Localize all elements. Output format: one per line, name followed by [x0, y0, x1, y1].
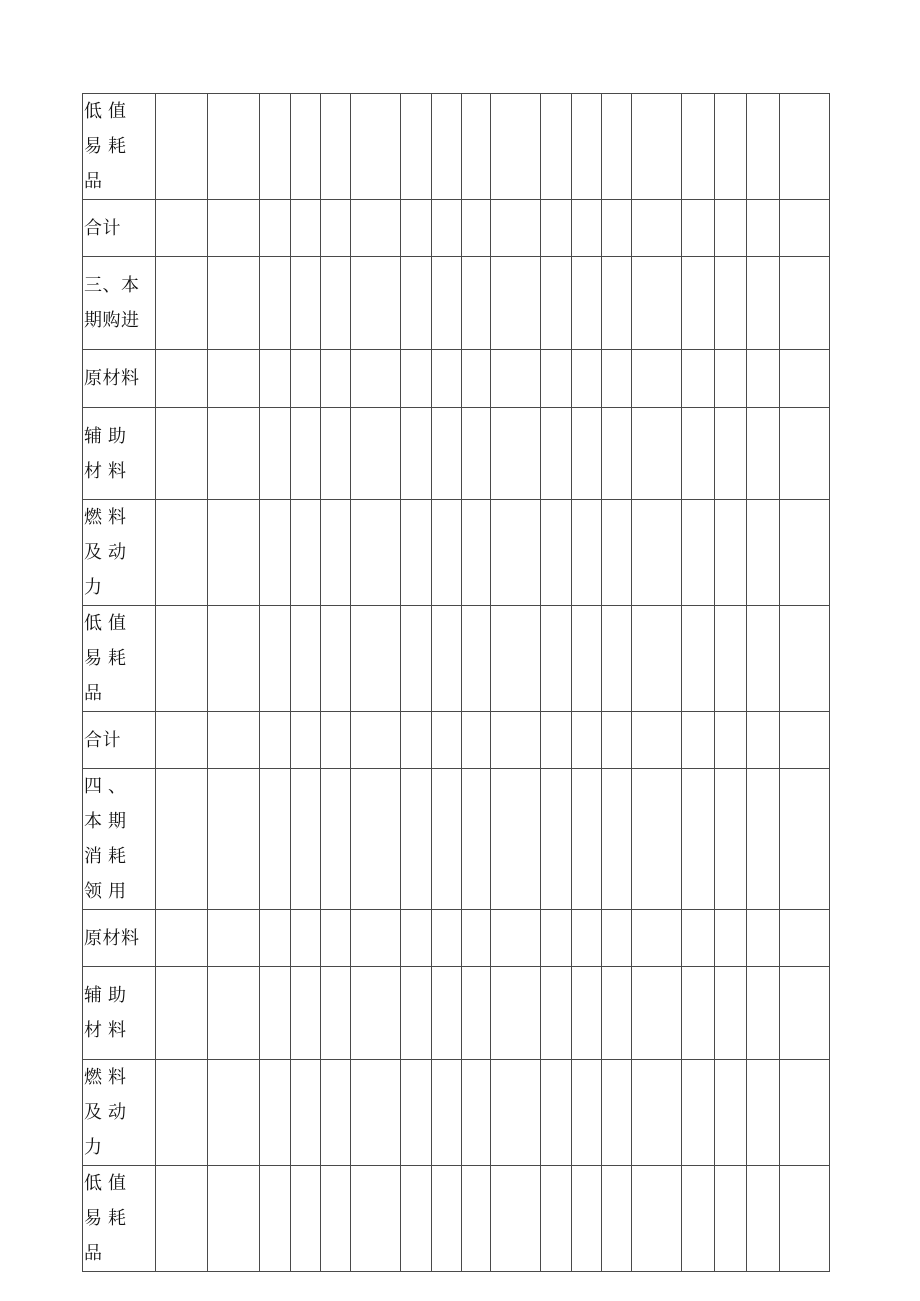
- data-cell[interactable]: [462, 606, 491, 712]
- data-cell[interactable]: [541, 1060, 572, 1166]
- data-cell[interactable]: [291, 1060, 321, 1166]
- data-cell[interactable]: [541, 94, 572, 200]
- data-cell[interactable]: [715, 257, 747, 350]
- data-cell[interactable]: [780, 967, 830, 1060]
- data-cell[interactable]: [632, 257, 682, 350]
- row-label: 低值易耗品: [84, 613, 132, 704]
- data-cell[interactable]: [541, 910, 572, 967]
- data-cell[interactable]: [401, 257, 432, 350]
- data-cell[interactable]: [260, 967, 291, 1060]
- table-row: [83, 200, 830, 257]
- data-cell[interactable]: [602, 606, 632, 712]
- data-cell[interactable]: [291, 94, 321, 200]
- data-cell[interactable]: [462, 408, 491, 500]
- data-cell[interactable]: [260, 1166, 291, 1272]
- data-cell[interactable]: [432, 500, 462, 606]
- data-cell[interactable]: [208, 769, 260, 910]
- row-label-cell: [83, 769, 156, 910]
- data-cell[interactable]: [541, 350, 572, 408]
- data-cell[interactable]: [747, 257, 780, 350]
- data-cell[interactable]: [321, 606, 351, 712]
- data-cell[interactable]: [682, 257, 715, 350]
- data-cell[interactable]: [572, 257, 602, 350]
- data-cell[interactable]: [401, 1060, 432, 1166]
- row-label: 低值易耗品: [84, 101, 132, 192]
- data-cell[interactable]: [747, 408, 780, 500]
- data-cell[interactable]: [321, 500, 351, 606]
- data-cell[interactable]: [321, 1166, 351, 1272]
- data-cell[interactable]: [401, 500, 432, 606]
- data-cell[interactable]: [747, 1166, 780, 1272]
- data-cell[interactable]: [321, 257, 351, 350]
- row-label: 低值易耗品: [84, 1173, 132, 1264]
- data-cell[interactable]: [208, 910, 260, 967]
- data-cell[interactable]: [682, 769, 715, 910]
- row-label: 辅助材料: [84, 985, 132, 1041]
- data-cell[interactable]: [208, 1166, 260, 1272]
- data-cell[interactable]: [780, 769, 830, 910]
- row-label: 原材料: [84, 368, 140, 389]
- data-cell[interactable]: [715, 350, 747, 408]
- data-cell[interactable]: [156, 769, 208, 910]
- data-cell[interactable]: [432, 712, 462, 769]
- data-cell[interactable]: [632, 606, 682, 712]
- data-cell[interactable]: [541, 712, 572, 769]
- data-cell[interactable]: [491, 606, 541, 712]
- data-cell[interactable]: [541, 967, 572, 1060]
- data-cell[interactable]: [208, 257, 260, 350]
- row-label-cell: [83, 1166, 156, 1272]
- data-cell[interactable]: [491, 1060, 541, 1166]
- data-cell[interactable]: [291, 910, 321, 967]
- data-cell[interactable]: [715, 500, 747, 606]
- data-cell[interactable]: [260, 769, 291, 910]
- data-cell[interactable]: [291, 712, 321, 769]
- data-cell[interactable]: [602, 712, 632, 769]
- data-cell[interactable]: [351, 350, 401, 408]
- table-row: [83, 606, 830, 712]
- row-label-cell: [83, 200, 156, 257]
- data-cell[interactable]: [351, 257, 401, 350]
- data-cell[interactable]: [291, 500, 321, 606]
- data-cell[interactable]: [491, 910, 541, 967]
- data-cell[interactable]: [747, 769, 780, 910]
- data-cell[interactable]: [541, 1166, 572, 1272]
- data-cell[interactable]: [491, 967, 541, 1060]
- data-cell[interactable]: [491, 350, 541, 408]
- data-cell[interactable]: [291, 257, 321, 350]
- data-cell[interactable]: [572, 1060, 602, 1166]
- data-cell[interactable]: [401, 408, 432, 500]
- data-cell[interactable]: [780, 1060, 830, 1166]
- data-cell[interactable]: [156, 712, 208, 769]
- data-cell[interactable]: [291, 200, 321, 257]
- data-cell[interactable]: [208, 408, 260, 500]
- data-cell[interactable]: [462, 94, 491, 200]
- table-row: [83, 257, 830, 350]
- row-label-cell: [83, 350, 156, 408]
- data-cell[interactable]: [351, 94, 401, 200]
- data-cell[interactable]: [572, 967, 602, 1060]
- data-cell[interactable]: [572, 769, 602, 910]
- data-cell[interactable]: [351, 408, 401, 500]
- data-cell[interactable]: [462, 200, 491, 257]
- data-cell[interactable]: [780, 910, 830, 967]
- data-cell[interactable]: [632, 967, 682, 1060]
- data-cell[interactable]: [208, 94, 260, 200]
- data-cell[interactable]: [632, 94, 682, 200]
- data-cell[interactable]: [747, 967, 780, 1060]
- data-cell[interactable]: [602, 94, 632, 200]
- data-cell[interactable]: [780, 500, 830, 606]
- row-label-cell: [83, 500, 156, 606]
- data-cell[interactable]: [462, 500, 491, 606]
- row-label-cell: [83, 712, 156, 769]
- data-cell[interactable]: [491, 257, 541, 350]
- data-cell[interactable]: [401, 606, 432, 712]
- data-cell[interactable]: [541, 408, 572, 500]
- data-cell[interactable]: [351, 200, 401, 257]
- data-cell[interactable]: [432, 94, 462, 200]
- data-cell[interactable]: [747, 94, 780, 200]
- data-cell[interactable]: [401, 350, 432, 408]
- data-cell[interactable]: [602, 257, 632, 350]
- data-cell[interactable]: [462, 967, 491, 1060]
- data-cell[interactable]: [156, 257, 208, 350]
- row-label-cell: [83, 606, 156, 712]
- data-cell[interactable]: [747, 200, 780, 257]
- data-cell[interactable]: [432, 1060, 462, 1166]
- data-cell[interactable]: [602, 1060, 632, 1166]
- data-cell[interactable]: [291, 967, 321, 1060]
- data-cell[interactable]: [401, 1166, 432, 1272]
- ledger-body: [83, 94, 830, 1272]
- data-cell[interactable]: [208, 712, 260, 769]
- data-cell[interactable]: [321, 350, 351, 408]
- table-row: [83, 350, 830, 408]
- data-cell[interactable]: [602, 769, 632, 910]
- data-cell[interactable]: [602, 200, 632, 257]
- data-cell[interactable]: [632, 200, 682, 257]
- data-cell[interactable]: [491, 200, 541, 257]
- data-cell[interactable]: [491, 94, 541, 200]
- row-label: 辅助材料: [84, 425, 132, 482]
- data-cell[interactable]: [572, 350, 602, 408]
- data-cell[interactable]: [715, 967, 747, 1060]
- data-cell[interactable]: [351, 1166, 401, 1272]
- data-cell[interactable]: [632, 1166, 682, 1272]
- data-cell[interactable]: [401, 769, 432, 910]
- row-label: 燃料及动力: [84, 507, 132, 598]
- data-cell[interactable]: [780, 606, 830, 712]
- data-cell[interactable]: [632, 350, 682, 408]
- data-cell[interactable]: [747, 712, 780, 769]
- data-cell[interactable]: [432, 967, 462, 1060]
- data-cell[interactable]: [156, 967, 208, 1060]
- data-cell[interactable]: [260, 606, 291, 712]
- data-cell[interactable]: [260, 257, 291, 350]
- data-cell[interactable]: [682, 350, 715, 408]
- data-cell[interactable]: [541, 200, 572, 257]
- data-cell[interactable]: [432, 200, 462, 257]
- data-cell[interactable]: [602, 967, 632, 1060]
- data-cell[interactable]: [541, 257, 572, 350]
- data-cell[interactable]: [291, 408, 321, 500]
- data-cell[interactable]: [260, 500, 291, 606]
- data-cell[interactable]: [156, 1060, 208, 1166]
- data-cell[interactable]: [432, 257, 462, 350]
- data-cell[interactable]: [156, 200, 208, 257]
- data-cell[interactable]: [462, 712, 491, 769]
- data-cell[interactable]: [491, 408, 541, 500]
- data-cell[interactable]: [260, 712, 291, 769]
- data-cell[interactable]: [632, 769, 682, 910]
- data-cell[interactable]: [260, 408, 291, 500]
- table-row: [83, 910, 830, 967]
- data-cell[interactable]: [260, 910, 291, 967]
- data-cell[interactable]: [156, 500, 208, 606]
- data-cell[interactable]: [715, 94, 747, 200]
- data-cell[interactable]: [780, 257, 830, 350]
- data-cell[interactable]: [351, 712, 401, 769]
- data-cell[interactable]: [541, 606, 572, 712]
- data-cell[interactable]: [432, 769, 462, 910]
- data-cell[interactable]: [208, 200, 260, 257]
- table-row: [83, 967, 830, 1060]
- data-cell[interactable]: [572, 408, 602, 500]
- data-cell[interactable]: [682, 94, 715, 200]
- table-row: [83, 500, 830, 606]
- data-cell[interactable]: [632, 1060, 682, 1166]
- data-cell[interactable]: [602, 500, 632, 606]
- row-label-cell: [83, 408, 156, 500]
- data-cell[interactable]: [432, 606, 462, 712]
- data-cell[interactable]: [682, 1060, 715, 1166]
- row-label-cell: [83, 1060, 156, 1166]
- data-cell[interactable]: [260, 94, 291, 200]
- table-row: [83, 712, 830, 769]
- data-cell[interactable]: [541, 769, 572, 910]
- data-cell[interactable]: [321, 910, 351, 967]
- data-cell[interactable]: [780, 1166, 830, 1272]
- row-label: 合计: [84, 217, 121, 239]
- data-cell[interactable]: [780, 712, 830, 769]
- data-cell[interactable]: [632, 910, 682, 967]
- data-cell[interactable]: [156, 606, 208, 712]
- data-cell[interactable]: [260, 200, 291, 257]
- data-cell[interactable]: [682, 1166, 715, 1272]
- data-cell[interactable]: [682, 408, 715, 500]
- data-cell[interactable]: [682, 712, 715, 769]
- data-cell[interactable]: [462, 257, 491, 350]
- ledger-table: [82, 93, 830, 1272]
- data-cell[interactable]: [208, 350, 260, 408]
- data-cell[interactable]: [682, 606, 715, 712]
- data-cell[interactable]: [572, 910, 602, 967]
- table-row: [83, 1060, 830, 1166]
- data-cell[interactable]: [747, 1060, 780, 1166]
- data-cell[interactable]: [462, 350, 491, 408]
- data-cell[interactable]: [747, 350, 780, 408]
- data-cell[interactable]: [572, 94, 602, 200]
- data-cell[interactable]: [156, 408, 208, 500]
- data-cell[interactable]: [632, 712, 682, 769]
- data-cell[interactable]: [462, 769, 491, 910]
- data-cell[interactable]: [432, 350, 462, 408]
- row-label-cell: [83, 910, 156, 967]
- data-cell[interactable]: [156, 910, 208, 967]
- data-cell[interactable]: [572, 500, 602, 606]
- data-cell[interactable]: [432, 408, 462, 500]
- data-cell[interactable]: [432, 910, 462, 967]
- data-cell[interactable]: [715, 200, 747, 257]
- data-cell[interactable]: [260, 350, 291, 408]
- data-cell[interactable]: [602, 1166, 632, 1272]
- data-cell[interactable]: [682, 500, 715, 606]
- data-cell[interactable]: [401, 712, 432, 769]
- data-cell[interactable]: [572, 712, 602, 769]
- data-cell[interactable]: [291, 769, 321, 910]
- data-cell[interactable]: [491, 500, 541, 606]
- data-cell[interactable]: [715, 606, 747, 712]
- data-cell[interactable]: [715, 769, 747, 910]
- data-cell[interactable]: [572, 606, 602, 712]
- data-cell[interactable]: [462, 1060, 491, 1166]
- data-cell[interactable]: [156, 1166, 208, 1272]
- data-cell[interactable]: [208, 1060, 260, 1166]
- data-cell[interactable]: [156, 350, 208, 408]
- data-cell[interactable]: [351, 967, 401, 1060]
- data-cell[interactable]: [715, 1166, 747, 1272]
- row-label-cell: [83, 967, 156, 1060]
- data-cell[interactable]: [401, 967, 432, 1060]
- data-cell[interactable]: [602, 910, 632, 967]
- data-cell[interactable]: [321, 200, 351, 257]
- data-cell[interactable]: [351, 910, 401, 967]
- data-cell[interactable]: [780, 200, 830, 257]
- data-cell[interactable]: [491, 712, 541, 769]
- data-cell[interactable]: [208, 500, 260, 606]
- data-cell[interactable]: [491, 1166, 541, 1272]
- data-cell[interactable]: [572, 1166, 602, 1272]
- data-cell[interactable]: [541, 500, 572, 606]
- row-label-cell: [83, 257, 156, 350]
- data-cell[interactable]: [401, 200, 432, 257]
- data-cell[interactable]: [632, 408, 682, 500]
- data-cell[interactable]: [401, 94, 432, 200]
- data-cell[interactable]: [602, 350, 632, 408]
- data-cell[interactable]: [351, 1060, 401, 1166]
- data-cell[interactable]: [682, 200, 715, 257]
- data-cell[interactable]: [602, 408, 632, 500]
- data-cell[interactable]: [291, 350, 321, 408]
- data-cell[interactable]: [432, 1166, 462, 1272]
- row-label: 原材料: [84, 927, 140, 949]
- table-row: [83, 769, 830, 910]
- data-cell[interactable]: [208, 606, 260, 712]
- data-cell[interactable]: [260, 1060, 291, 1166]
- table-row: [83, 94, 830, 200]
- data-cell[interactable]: [156, 94, 208, 200]
- data-cell[interactable]: [747, 606, 780, 712]
- data-cell[interactable]: [572, 200, 602, 257]
- data-cell[interactable]: [351, 606, 401, 712]
- table-row: [83, 1166, 830, 1272]
- row-label: 四、本期消耗领用: [84, 776, 132, 902]
- row-label: 燃料及动力: [84, 1067, 132, 1158]
- data-cell[interactable]: [682, 967, 715, 1060]
- data-cell[interactable]: [321, 408, 351, 500]
- data-cell[interactable]: [321, 769, 351, 910]
- data-cell[interactable]: [351, 500, 401, 606]
- data-cell[interactable]: [462, 910, 491, 967]
- data-cell[interactable]: [747, 500, 780, 606]
- data-cell[interactable]: [321, 967, 351, 1060]
- data-cell[interactable]: [291, 606, 321, 712]
- row-label: 三、本期购进: [84, 275, 140, 331]
- data-cell[interactable]: [401, 910, 432, 967]
- data-cell[interactable]: [715, 712, 747, 769]
- data-cell[interactable]: [321, 94, 351, 200]
- data-cell[interactable]: [747, 910, 780, 967]
- data-cell[interactable]: [291, 1166, 321, 1272]
- data-cell[interactable]: [208, 967, 260, 1060]
- row-label: 合计: [84, 729, 121, 751]
- data-cell[interactable]: [780, 94, 830, 200]
- data-cell[interactable]: [632, 500, 682, 606]
- data-cell[interactable]: [780, 408, 830, 500]
- data-cell[interactable]: [321, 1060, 351, 1166]
- data-cell[interactable]: [715, 1060, 747, 1166]
- data-cell[interactable]: [491, 769, 541, 910]
- data-cell[interactable]: [321, 712, 351, 769]
- data-cell[interactable]: [715, 408, 747, 500]
- data-cell[interactable]: [682, 910, 715, 967]
- data-cell[interactable]: [351, 769, 401, 910]
- row-label-cell: [83, 94, 156, 200]
- table-row: [83, 408, 830, 500]
- data-cell[interactable]: [715, 910, 747, 967]
- data-cell[interactable]: [462, 1166, 491, 1272]
- data-cell[interactable]: [780, 350, 830, 408]
